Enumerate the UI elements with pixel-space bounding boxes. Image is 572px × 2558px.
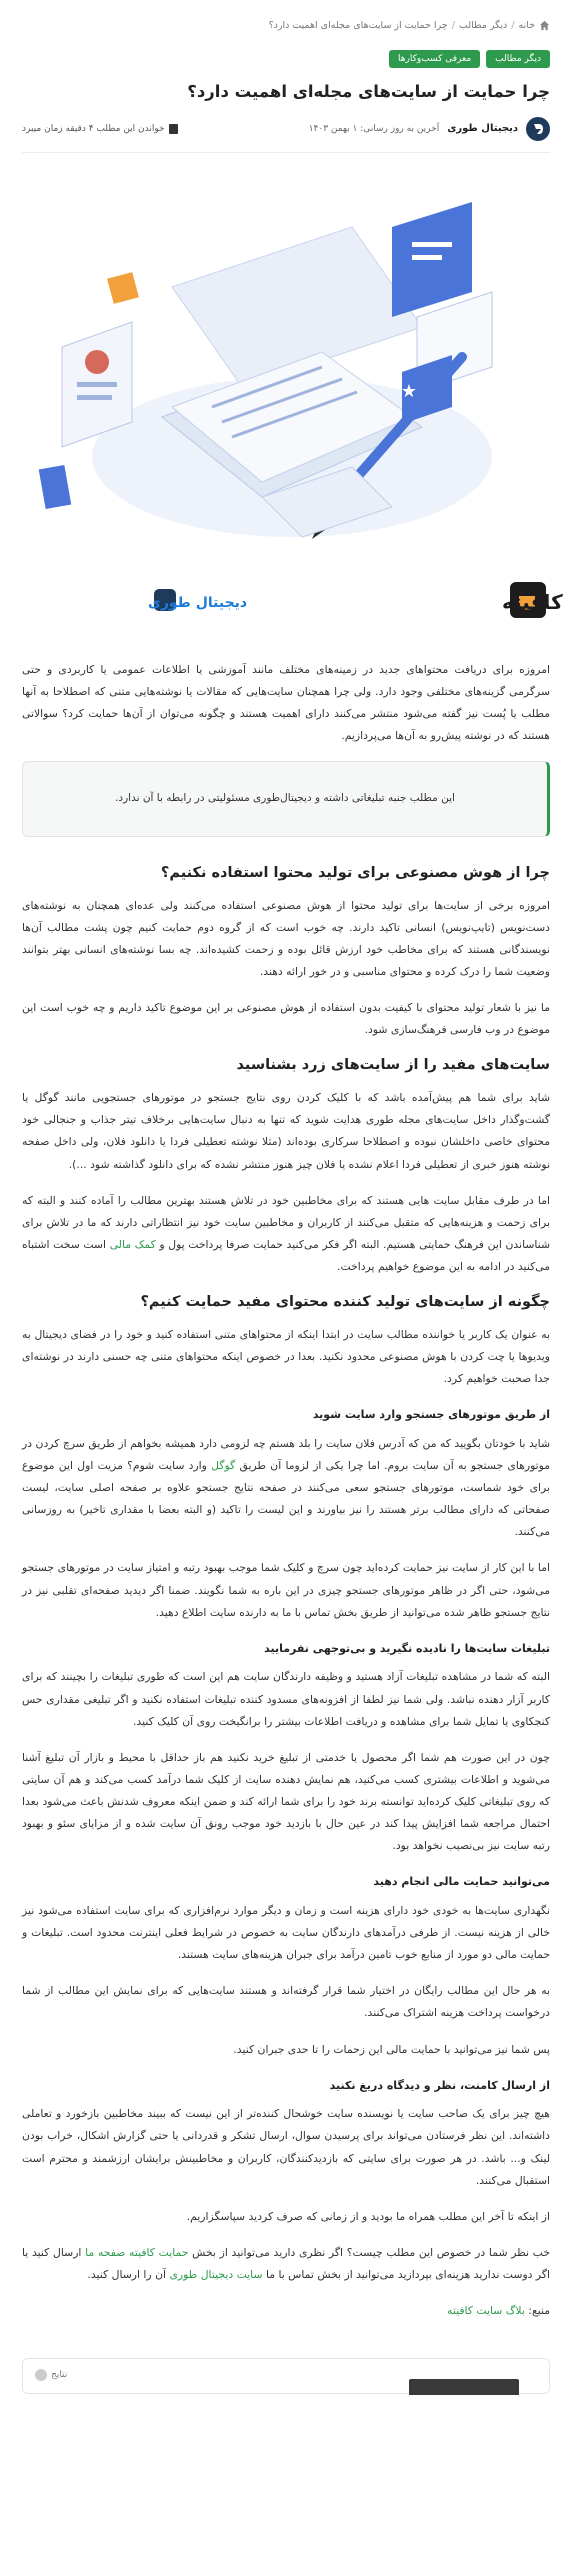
- paragraph: از اینکه تا آخر این مطلب همراه ما بودید و از زمانی که صرف کردید سپاسگزاریم.: [186, 2209, 550, 2223]
- hero-brand-digital-touri: دیجیتال طوری: [148, 594, 248, 611]
- tag-business-intro[interactable]: معرفی کسب‌وکارها: [389, 50, 480, 68]
- breadcrumb-home[interactable]: خانه: [518, 19, 535, 31]
- section-heading-how-to-support: چگونه از سایت‌های تولید کننده محتوای مفید حمایت کنیم؟: [140, 1294, 550, 1311]
- paragraph: خب نظر شما در خصوص این مطلب چیست؟ اگر نظری دارید می‌توانید از بخش حمایت کافیته صفحه ما ارسال کنید یا اگر دوست ندارید هزینه‌ای بپردازید می‌توانید از بخش تماس با ما سایت دیجیتال طوری آن را ارسال کنید.: [22, 2245, 551, 2281]
- read-time: خواندن این مطلب ۴ دقیقه زمان میبرد: [22, 123, 165, 134]
- financial-support-link[interactable]: کمک مالی: [109, 1237, 156, 1251]
- article-meta: [22, 114, 550, 144]
- subheading-ads: تبلیغات سایت‌ها را نادیده نگیرید و بی‌توجهی نفرمایید: [264, 1641, 550, 1655]
- page-title: چرا حمایت از سایت‌های مجله‌ای اهمیت دارد؟: [187, 82, 550, 101]
- related-thumbnail[interactable]: [409, 2379, 519, 2395]
- paragraph: هیچ چیز برای یک صاحب سایت یا نویسنده سایت خوشحال کننده‌تر از این نیست که ببیند مخاطبین بازخورد و تعاملی داشته‌اند. این نظر فرستادن می‌تواند برای پرسیدن سوال، ارسال تشکر و قدردانی یا حتی گزارش اشکال، خراب بودن لینک و... باشد. در هر صورت برای سایتی که بازدیدکنندگان، کاربران و مخاطبینش برایشان ارزشمند و محترم است استقبال می‌کنند.: [22, 2107, 550, 2187]
- breadcrumb-category[interactable]: دیگر مطالب: [458, 19, 508, 31]
- paragraph: به هر حال این مطالب رایگان در اختیار شما قرار گرفته‌اند و هستند سایت‌هایی که برای نمایش این مطالب از شما درخواست پرداخت هزینه اشتراک می‌کنند.: [22, 1984, 550, 2020]
- paragraph: اما در طرف مقابل سایت هایی هستند که برای مخاطبین خود در تلاش هستند بهترین مطالب را آماده کنند و البته که برای زحمت و هزینه‌هایی که متقبل می‌کنند از کاربران و مخاطبین سایت خود نیز انتظاراتی دارند که ما در تلاش برای شناساندن این فرهنگ حمایتی هستیم. البته اگر فکر می‌کنید حمایت صرفا پرداخت پول و کمک مالی است سخت اشتباه می‌کنید در ادامه به این موضوع خواهیم پرداخت.: [22, 1193, 550, 1274]
- paragraph: شاید با خودتان بگویید که من که آدرس فلان سایت را بلد هستم چه لزومی دارد همیشه بخواهم از طریق سرچ کردن در موتورهای جستجو به آن سایت بروم. اما چرا یکی از لزوما آن طریق گوگل وارد سایت شوم؟ مزیت اول این موضوع برای خود شماست، موتورهای جستجو سعی می‌کنند در صفحه نتایج جستجو علاوه بر صفحه اصلی سایت، لیست صفحاتی که دارای مطالب برتر هستند را نیز بیاورند و این لیست را تاکید (و البته بعضا با مقداری تاخیر) به روزسانی می‌کنند.: [22, 1436, 551, 1539]
- source-link[interactable]: بلاگ سایت کافیته: [447, 2304, 525, 2318]
- paragraph: امروزه برخی از سایت‌ها برای تولید محتوا از هوش مصنوعی استفاده می‌کنند ولی عده‌ای همچنان به نوشته‌های دست‌نویس (تایپ‌نویس) انسانی تاکید دارند. چه خوب است که از گروه دوم حمایت کنیم چون پشت مطالب آن‌ها نویسندگانی هستند که برای مخاطب خود ارزش قائل بوده و زحمت کشیده‌اند. چه بسا نوشته‌های انسانی بهتر بتوانند وضعیت شما را درک کرده و محتوای مناسبی و در خور ارائه دهند.: [22, 898, 550, 979]
- home-icon[interactable]: [539, 20, 550, 31]
- avatar[interactable]: [526, 117, 550, 141]
- section-heading-useful-sites: سایت‌های مفید را از سایت‌های زرد بشناسید: [236, 1057, 550, 1074]
- paragraph: البته که شما در مشاهده تبلیغات آزاد هستید و وظیفه دارندگان سایت هم این است که طوری تبلیغات را بچینند که برای کاربر آزار دهنده نباشد. ولی شما نیز لطفا از افزونه‌های مسدود کننده تبلیغات استفاده نکنید و اگر تبلیغی مقداری حس کنجکاوی یا تمایل شما برای مشاهده و دریافت اطلاعات بیشتر را برانگیخت روی آن کلیک کنید.: [22, 1670, 550, 1728]
- subheading-financial: می‌توانید حمایت مالی انجام دهید: [373, 1875, 550, 1889]
- subheading-search-engines: از طریق موتورهای جستجو وارد سایت شوید: [312, 1408, 550, 1422]
- section-heading-ai: چرا از هوش مصنوعی برای تولید محتوا استفاده نکنیم؟: [160, 864, 550, 881]
- digital-touri-logo-icon: [531, 122, 545, 136]
- hero-brand-kafite: کافیته: [502, 589, 563, 614]
- tag-list: [22, 50, 550, 68]
- hero-illustration: [22, 167, 563, 637]
- paragraph: ما نیز با شعار تولید محتوای با کیفیت بدون استفاده از هوش مصنوعی بر این موضوع تاکید داریم و چه خوب است این موضوع در وب فارسی فرهنگ‌سازی شود.: [22, 1001, 550, 1037]
- breadcrumb-separator: /: [451, 19, 455, 31]
- results-label: نتایج: [35, 2369, 67, 2381]
- paragraph: به عنوان یک کاربر یا خواننده مطالب سایت در ابتدا اینکه از محتواهای متنی استفاده کنید و خود را در فضای دیجیتال به ویدیوها یا چت کردن با هوش مصنوعی محدود نکنید. بعدا در خصوص اینکه محتواهای متنی چه حسنی دارند در نوشته‌ای جدا صحبت خواهیم کرد.: [22, 1327, 550, 1386]
- ad-disclaimer-box: این مطلب جنبه تبلیغاتی داشته و دیجیتال‌طوری مسئولیتی در رابطه با آن ندارد.: [22, 761, 550, 837]
- paragraph: شاید برای شما هم پیش‌آمده باشد که با کلیک کردن روی نتایج جستجو در موتورهای جستجویی مانند گوگل یا گشت‌وگذار داخل سایت‌های مجله طوری هدایت شوید که تنها به دنبال سایت‌هایی برخلاف تیتر جذاب و جنجالی خود محتوای خاصی داخلشان نبوده و اصطلاحا سرکاری بوده‌اند (مثلا نوشته تعطیلی فردا یا دانلود فلان، ولی داخل صفحه نوشته هنوز خبری از تعطیلی فردا اعلام نشده یا فلان چیز هنوز منتشر نشده که برای دانلود گذاشته شود ...).: [22, 1091, 550, 1171]
- source-line: منبع: بلاگ سایت کافیته: [447, 2304, 550, 2318]
- svg-text:★: ★: [400, 380, 417, 402]
- related-card[interactable]: [22, 2358, 550, 2394]
- paragraph: پس شما نیز می‌توانید با حمایت مالی این زحمات را تا حدی جبران کنید.: [233, 2042, 550, 2056]
- divider: [22, 152, 550, 153]
- article-body: [22, 659, 550, 2322]
- breadcrumb-current: چرا حمایت از سایت‌های مجله‌ای اهمیت دارد؟: [268, 19, 448, 31]
- digital-touri-site-link[interactable]: سایت دیجیتال طوری: [169, 2268, 263, 2281]
- gear-icon[interactable]: [35, 2369, 47, 2381]
- author-name[interactable]: دیجیتال طوری: [447, 123, 518, 135]
- tag-other-posts[interactable]: دیگر مطالب: [486, 50, 550, 68]
- paragraph: چون در این صورت هم شما اگر محصول یا خدمتی از تبلیغ خرید نکنید هم باز حداقل با محیط و بازار آن تبلیغ آشنا می‌شوید و اطلاعات بیشتری کسب می‌کنید، هم نمایش دهنده سایت از کلیک شما درآمد کسب می‌کند و هم آن سایتی که روی تبلیغاتی کلیک کرده‌اید توانسته برند خود را برای شما ارائه کند و ضمن اینکه معروف شدنش باعث می‌شود بعدا احتمال مراجعه شما افزایش پیدا کند در عین حال با بازدید خود موجب رونق آن سایت شده و از مزایای سئو و بهبود رتبه سایت نیز بی‌نصیب نخواهد بود.: [22, 1750, 550, 1853]
- hero-image: [22, 167, 563, 637]
- paragraph: نگهداری سایت‌ها به خودی خود دارای هزینه است و زمان و دیگر موارد نرم‌افزاری که برای سایت استفاده می‌شود نیز خالی از هزینه نیست. از طرفی درآمدهای دارندگان سایت به خصوص در شرایط فعلی اینترنت محدود است. تبلیغات و حمایت مالی دو مورد از منابع خوب تامین درآمد برای جبران هزینه‌های سایت هستند.: [22, 1903, 550, 1962]
- kafite-support-link[interactable]: حمایت کافیته صفحه ما: [85, 2245, 189, 2259]
- breadcrumb-separator: /: [511, 19, 515, 31]
- paragraph: اما با این کار از سایت نیز حمایت کرده‌اید چون سرچ و کلیک شما موجب بهبود رتبه و امتیاز سایت در موتورهای جستجو می‌شود، حتی اگر در ظاهر موتورهای جستجو چیزی در این باره به شما نگویند. ضمنا اگر دیدید صفحه‌ای تقلبی نیز در نتایج جستجو ظاهر شده می‌توانید از طریق بخش تماس با ما به دارنده سایت اطلاع دهید.: [22, 1561, 550, 1619]
- breadcrumb: [22, 14, 550, 36]
- updated-date: آخرین به روز رسانی: ۱ بهمن ۱۴۰۳: [308, 123, 440, 134]
- subheading-comments: از ارسال کامنت، نظر و دیدگاه دریغ نکنید: [329, 2078, 550, 2092]
- intro-paragraph: امروزه برای دریافت محتواهای جدید در زمینه‌های مختلف مانند آموزشی یا اطلاعات عمومی یا کاربردی و حتی سرگرمی گزینه‌های مختلفی وجود دارد. ولی چرا همچنان سایت‌هایی که مقالات یا نوشته‌هایی متنی که اصطلاحا به آنها مطلب یا پُست نیز گفته می‌شود منتشر می‌کنند دارای اهمیت هستند و چگونه می‌توان از آن‌ها حمایت کرد؟ سوالاتی هستند که در نوشته پیش‌رو به آن‌ها می‌پردازیم.: [22, 662, 550, 743]
- google-link[interactable]: گوگل: [211, 1458, 236, 1472]
- book-icon: [169, 124, 178, 134]
